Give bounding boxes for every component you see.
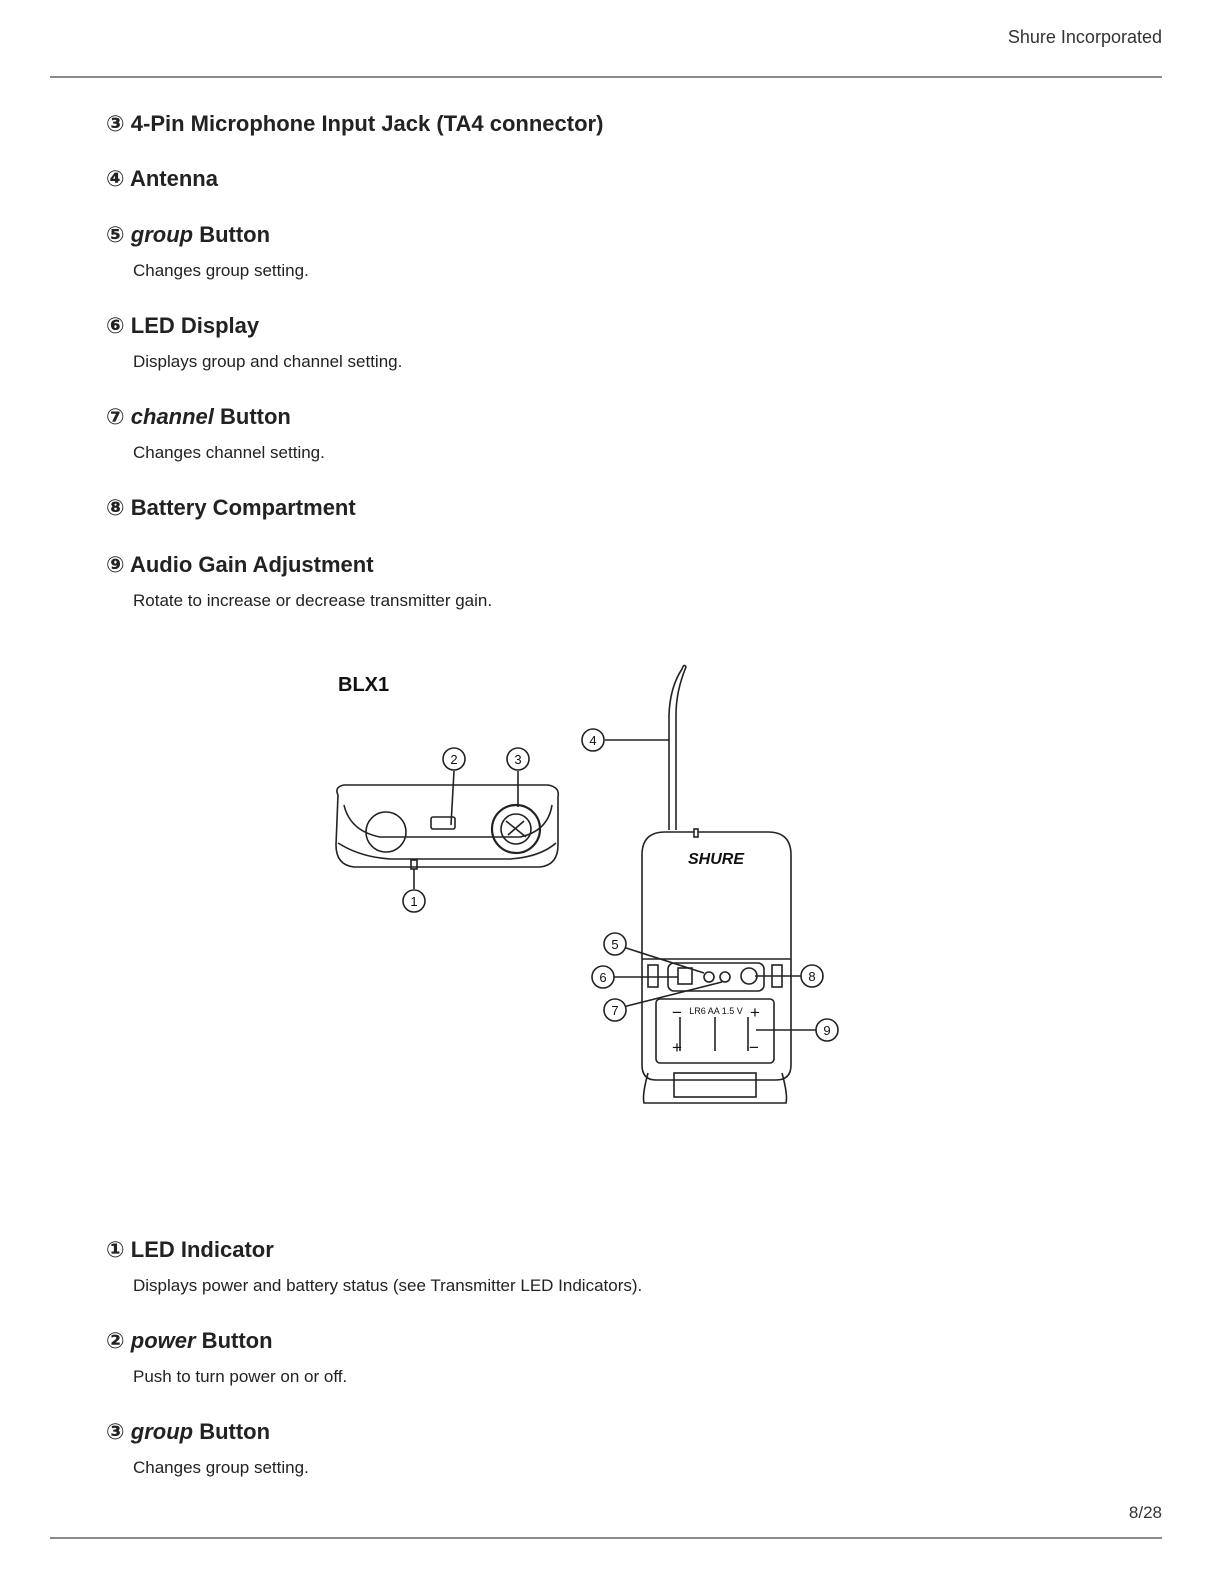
section-heading: ④ Antenna bbox=[106, 166, 218, 191]
section-description: Displays power and battery status (see Transmitter LED Indicators). bbox=[133, 1276, 643, 1295]
section-heading: ② power Button bbox=[106, 1328, 273, 1353]
battery-plus-left: + bbox=[672, 1038, 682, 1057]
section-description: Rotate to increase or decrease transmitter gain. bbox=[133, 591, 493, 610]
section-group-button bbox=[106, 222, 309, 282]
battery-minus-left: − bbox=[672, 1003, 682, 1022]
section-description: Displays group and channel setting. bbox=[133, 352, 403, 371]
section-antenna bbox=[106, 166, 218, 192]
section-power-button bbox=[106, 1328, 347, 1388]
shure-logo-text: SHURE bbox=[687, 851, 745, 868]
top-view-outline bbox=[336, 785, 558, 867]
section-description: Push to turn power on or off. bbox=[133, 1367, 348, 1386]
antenna-shape bbox=[669, 665, 686, 830]
callout-1: 1 bbox=[410, 894, 418, 909]
callout-9: 9 bbox=[823, 1023, 831, 1038]
footer-divider bbox=[50, 1537, 1162, 1539]
antenna-cap bbox=[694, 829, 698, 837]
battery-plus-right: + bbox=[750, 1003, 760, 1022]
section-description: Changes group setting. bbox=[133, 1458, 309, 1477]
section-heading: ③ group Button bbox=[106, 1419, 271, 1444]
callout-7: 7 bbox=[611, 1003, 619, 1018]
section-audio-gain bbox=[106, 552, 492, 612]
section-description: Changes channel setting. bbox=[133, 443, 325, 462]
callout-2: 2 bbox=[450, 752, 458, 767]
section-heading: ⑨ Audio Gain Adjustment bbox=[106, 552, 374, 577]
ta4-jack-pins bbox=[506, 821, 526, 837]
battery-label: LR6 AA 1.5 V bbox=[689, 1006, 743, 1016]
section-battery-compartment bbox=[106, 495, 356, 521]
section-description: Changes group setting. bbox=[133, 261, 309, 280]
section-heading: ⑥ LED Display bbox=[106, 313, 260, 338]
figure-title: BLX1 bbox=[338, 674, 390, 696]
section-led-display bbox=[106, 313, 402, 373]
blx1-illustration bbox=[320, 655, 880, 1125]
section-channel-button bbox=[106, 404, 325, 464]
section-mic-input-jack bbox=[106, 111, 603, 137]
callout-8: 8 bbox=[808, 969, 816, 984]
section-led-indicator bbox=[106, 1237, 642, 1297]
callout-6: 6 bbox=[599, 970, 607, 985]
header-company: Shure Incorporated bbox=[1007, 27, 1162, 47]
battery-minus-right: − bbox=[749, 1038, 759, 1057]
section-heading: ⑦ channel Button bbox=[106, 404, 291, 429]
top-view-mic-hole bbox=[366, 812, 406, 852]
header-divider bbox=[50, 76, 1162, 78]
callout-3: 3 bbox=[514, 752, 522, 767]
section-heading: ③ 4-Pin Microphone Input Jack (TA4 connector) bbox=[106, 111, 604, 136]
section-heading: ⑤ group Button bbox=[106, 222, 271, 247]
blx1-diagram bbox=[320, 655, 880, 1125]
section-heading: ⑧ Battery Compartment bbox=[106, 495, 356, 520]
section-heading: ① LED Indicator bbox=[106, 1237, 274, 1262]
page-number: 8/28 bbox=[1128, 1503, 1162, 1522]
transmitter-body bbox=[642, 832, 791, 1080]
callout-5: 5 bbox=[611, 937, 619, 952]
section-group-button-2 bbox=[106, 1419, 309, 1479]
callout-4: 4 bbox=[589, 733, 597, 748]
